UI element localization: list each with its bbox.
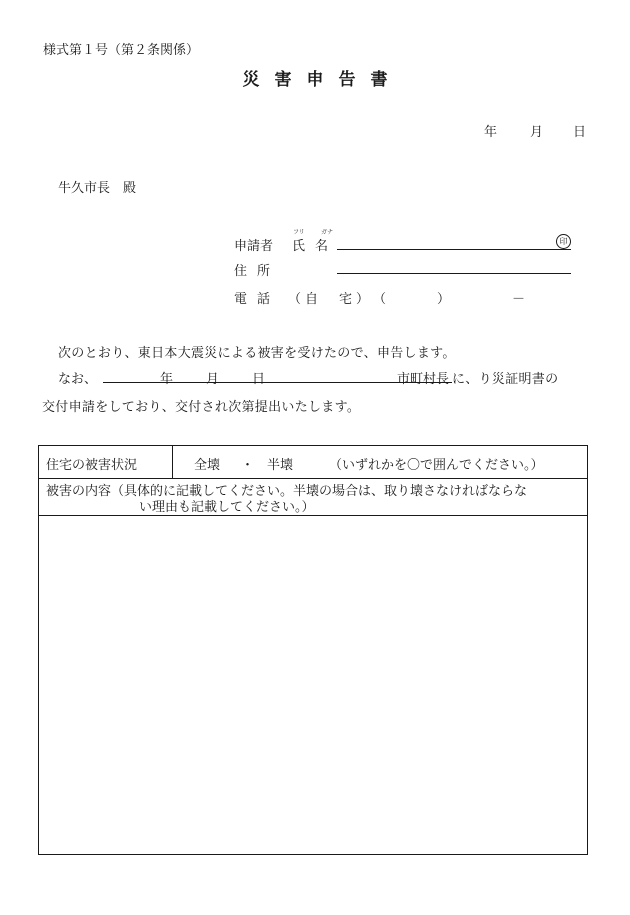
cell-divider [172,446,173,478]
phone-home-label: （自 宅） [288,292,374,307]
name-label: 氏名 [292,239,339,254]
date-year-label: 年 [484,125,498,140]
option-full-destruction[interactable]: 全壊 [194,458,221,473]
furigana-label-1: フリ [293,229,305,236]
address-label: 住所 [234,264,281,279]
body-line-1: 次のとおり、東日本大震災による被害を受けたので、申告します。 [58,346,456,361]
body-line-2-prefix: なお、 [58,372,98,387]
house-status-row [38,445,588,479]
option-note: （いずれかを〇で囲んでください。） [329,458,544,473]
damage-label-line-1: 被害の内容（具体的に記載してください。半壊の場合は、取り壊さなければならな [46,484,528,499]
date-day-label: 日 [573,125,587,140]
body-line-2-day: 日 [252,372,266,387]
addressee: 牛久市長 殿 [58,181,137,196]
date-month-label: 月 [530,125,544,140]
phone-dash: － [512,292,526,307]
option-half-destruction[interactable]: 半壊 [267,458,294,473]
body-line-3: 交付申請をしており、交付され次第提出いたします。 [42,400,361,415]
applicant-label: 申請者 [234,239,274,254]
seal-mark: 印 [556,234,571,249]
damage-label-line-2: い理由も記載してください。） [139,500,315,515]
body-line-2-year: 年 [160,372,174,387]
phone-label: 電話 [234,292,281,307]
phone-paren-close: ） [437,292,451,307]
option-separator: ・ [241,458,255,473]
phone-paren-open: （ [373,292,387,307]
house-status-label: 住宅の被害状況 [46,458,138,473]
damage-content-header [38,477,588,516]
damage-content-field[interactable] [38,515,588,855]
name-field[interactable] [337,249,571,250]
body-line-2-suffix: に、り災証明書の [452,372,559,387]
address-field[interactable] [337,273,571,274]
furigana-label-2: ガナ [321,229,334,236]
body-line-2-city: 市町村長 [397,372,450,387]
form-number: 様式第１号（第２条関係） [43,43,200,58]
body-line-2-month: 月 [206,372,220,387]
page-title: 災害申告書 [242,70,403,90]
